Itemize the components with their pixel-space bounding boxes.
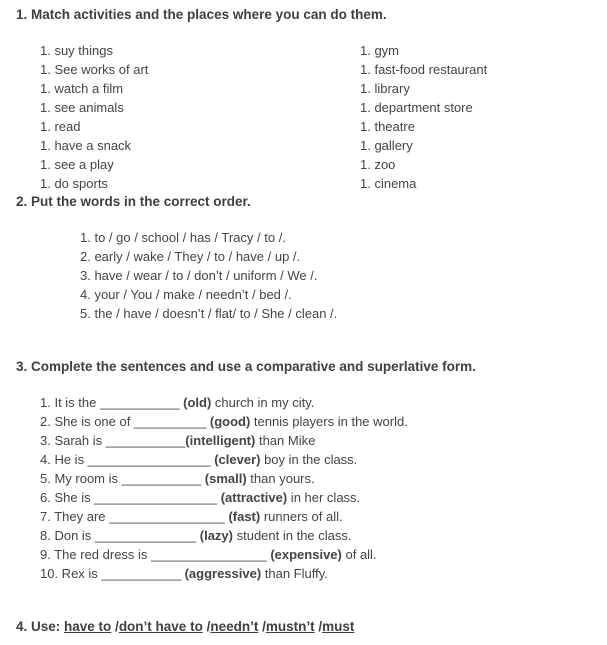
places-list xyxy=(360,41,487,193)
list-item: 1. zoo xyxy=(360,157,396,172)
list-item: 2. She is one of __________ (good) tennis players in the world. xyxy=(40,414,408,429)
list-item: 1. library xyxy=(360,81,410,96)
prompt-word: (fast) xyxy=(228,509,261,524)
prompt-word: (small) xyxy=(204,471,247,486)
list-item: 1. cinema xyxy=(360,176,417,191)
list-item: 1. gym xyxy=(360,43,400,58)
list-item: 1. see a play xyxy=(40,157,114,172)
list-item: 4. your / You / make / needn’t / bed /. xyxy=(80,287,292,302)
list-item: 2. early / wake / They / to / have / up /. xyxy=(80,249,301,264)
list-item: 1. have a snack xyxy=(40,138,132,153)
list-item: 5. the / have / doesn’t / flat/ to / She / clean /. xyxy=(80,306,338,321)
list-item: 1. do sports xyxy=(40,176,108,191)
list-item: 5. My room is ___________ (small) than yours. xyxy=(40,471,315,486)
list-item: 1. suy things xyxy=(40,43,113,58)
activities-list xyxy=(40,41,148,193)
list-item: 1. fast-food restaurant xyxy=(360,62,488,77)
list-item: 1. gallery xyxy=(360,138,413,153)
section-3-heading: 3. Complete the sentences and use a comparative and superlative form. xyxy=(16,359,476,374)
option-have-to: have to xyxy=(64,619,112,634)
section-1-heading: 1. Match activities and the places where you can do them. xyxy=(16,7,387,22)
section-4-heading: 4. Use: have to /don’t have to /needn’t /mustn’t /must xyxy=(16,619,355,634)
option-mustnt: mustn’t xyxy=(265,619,315,634)
prompt-word: (lazy) xyxy=(199,528,233,543)
section-2-heading: 2. Put the words in the correct order. xyxy=(16,194,251,209)
list-item: 4. He is _________________ (clever) boy in the class. xyxy=(40,452,358,467)
list-item: 1. theatre xyxy=(360,119,415,134)
option-must: must xyxy=(322,619,355,634)
list-item: 10. Rex is ___________ (aggressive) than Fluffy. xyxy=(40,566,328,581)
list-item: 6. She is _________________ (attractive) in her class. xyxy=(40,490,361,505)
list-item: 1. department store xyxy=(360,100,473,115)
list-item: 1. read xyxy=(40,119,81,134)
option-dont-have-to: don’t have to xyxy=(118,619,203,634)
list-item: 1. See works of art xyxy=(40,62,149,77)
list-item: 8. Don is ______________ (lazy) student in the class. xyxy=(40,528,352,543)
prompt-word: (old) xyxy=(183,395,212,410)
list-item: 1. watch a film xyxy=(40,81,124,96)
word-order-list xyxy=(80,228,337,323)
prompt-word: (aggressive) xyxy=(184,566,262,581)
list-item: 1. It is the ___________ (old) church in my city. xyxy=(40,395,315,410)
prompt-word: (attractive) xyxy=(220,490,288,505)
sentences-list xyxy=(40,393,408,583)
prompt-word: (intelligent) xyxy=(185,433,256,448)
prompt-word: (expensive) xyxy=(270,547,342,562)
list-item: 1. see animals xyxy=(40,100,124,115)
prompt-word: (good) xyxy=(209,414,251,429)
list-item: 3. have / wear / to / don’t / uniform / We /. xyxy=(80,268,318,283)
list-item: 3. Sarah is ___________(intelligent) than Mike xyxy=(40,433,316,448)
option-neednt: needn’t xyxy=(210,619,259,634)
list-item: 1. to / go / school / has / Tracy / to /. xyxy=(80,230,286,245)
list-item: 7. They are ________________ (fast) runners of all. xyxy=(40,509,343,524)
list-item: 9. The red dress is ________________ (expensive) of all. xyxy=(40,547,377,562)
prompt-word: (clever) xyxy=(214,452,261,467)
